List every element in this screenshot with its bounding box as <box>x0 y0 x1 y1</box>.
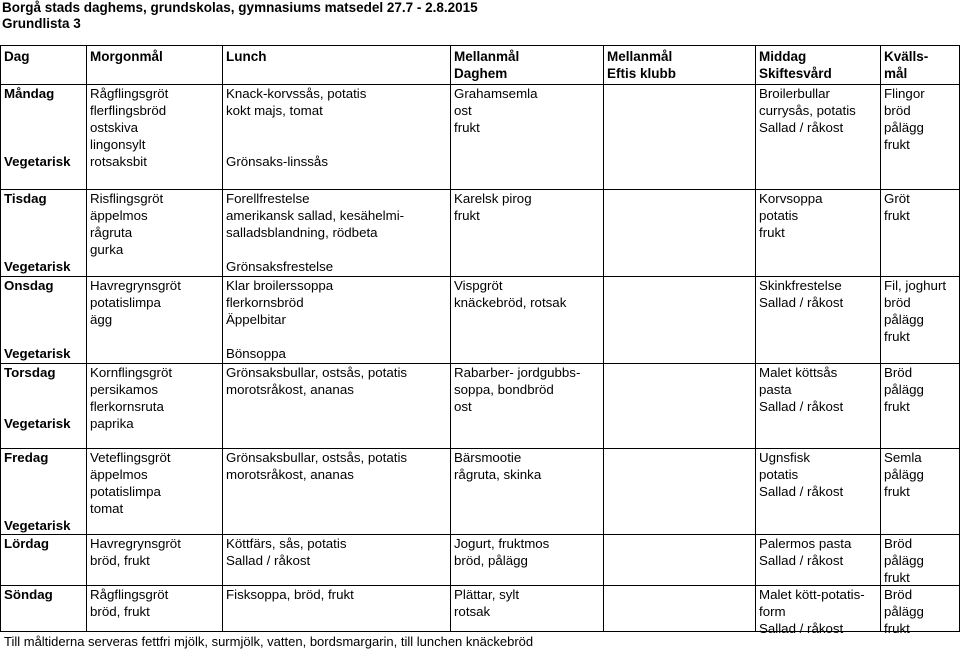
cell-evening <box>884 190 910 224</box>
cell-line: bröd, frukt <box>90 553 150 568</box>
cell-lunch <box>226 586 354 603</box>
cell-line: flerkornsruta <box>90 399 164 414</box>
cell-line: äppelmos <box>90 208 148 223</box>
cell-line: potatislimpa <box>90 295 161 310</box>
cell-line: Fil, joghurt <box>884 278 947 293</box>
cell-line: frukt <box>884 484 910 499</box>
cell-snack-daghem <box>454 535 549 569</box>
cell-line: Grönsaksbullar, ostsås, potatis <box>226 365 408 380</box>
day-label: Tisdag <box>4 191 47 206</box>
cell-line: Sallad / råkost <box>759 399 844 414</box>
cell-line: bröd <box>884 103 911 118</box>
cell-lunch <box>226 449 407 483</box>
cell-line: Skinkfrestelse <box>759 278 842 293</box>
cell-dinner <box>759 449 843 500</box>
col-divider <box>603 45 604 632</box>
cell-line: Äppelbitar <box>226 312 286 327</box>
cell-line: ostskiva <box>90 120 139 135</box>
cell-line: frukt <box>454 208 480 223</box>
vegetarian-label: Vegetarisk <box>4 416 71 431</box>
vegetarian-label: Vegetarisk <box>4 154 71 169</box>
cell-line: Plättar, sylt <box>454 587 520 602</box>
cell-line: pålägg <box>884 467 924 482</box>
cell-line: amerikansk sallad, kesähelmi- <box>226 208 405 223</box>
cell-line: äppelmos <box>90 467 148 482</box>
cell-morning <box>90 586 168 620</box>
cell-morning <box>90 449 171 517</box>
cell-line: pålägg <box>884 120 924 135</box>
cell-line: Bröd <box>884 536 913 551</box>
footer-note: Till måltiderna serveras fettfri mjölk, surmjölk, vatten, bordsmargarin, till lunchen knäckebröd <box>4 634 534 649</box>
day-label: Måndag <box>4 86 55 101</box>
cell-evening <box>884 364 924 415</box>
cell-line: Sallad / råkost <box>226 553 311 568</box>
cell-line: ost <box>454 103 472 118</box>
cell-evening <box>884 277 946 345</box>
cell-line: Köttfärs, sås, potatis <box>226 536 347 551</box>
cell-evening <box>884 85 925 153</box>
header-mellanmal-daghem: Mellanmål Daghem <box>454 49 520 81</box>
cell-line: kokt majs, tomat <box>226 103 323 118</box>
cell-line: Veteflingsgröt <box>90 450 171 465</box>
cell-line: Rabarber- jordgubbs- <box>454 365 581 380</box>
cell-line: Forellfrestelse <box>226 191 310 206</box>
cell-snack-daghem <box>454 277 566 311</box>
cell-line: Flingor <box>884 86 925 101</box>
cell-line: ost <box>454 399 472 414</box>
cell-line: Broilerbullar <box>759 86 830 101</box>
col-divider <box>86 45 87 632</box>
cell-line: Havregrynsgröt <box>90 278 181 293</box>
cell-lunch <box>226 85 366 119</box>
cell-line: frukt <box>884 621 910 636</box>
cell-line: pålägg <box>884 312 924 327</box>
header-lunch: Lunch <box>226 49 267 64</box>
page-title: Borgå stads daghems, grundskolas, gymnasiums matsedel 27.7 - 2.8.2015 <box>2 0 478 15</box>
cell-line: flerkornsbröd <box>226 295 304 310</box>
cell-line: lingonsylt <box>90 137 146 152</box>
cell-lunch <box>226 535 346 569</box>
cell-line: frukt <box>884 208 910 223</box>
cell-line: Sallad / råkost <box>759 621 844 636</box>
cell-snack-daghem <box>454 586 519 620</box>
cell-line: morotsråkost, ananas <box>226 467 354 482</box>
cell-snack-daghem <box>454 190 532 224</box>
cell-lunch <box>226 364 407 398</box>
cell-line: rotsaksbit <box>90 154 147 169</box>
cell-line: Klar broilerssoppa <box>226 278 334 293</box>
cell-line: frukt <box>759 225 785 240</box>
day-label: Lördag <box>4 536 50 551</box>
cell-line: Kornflingsgröt <box>90 365 173 380</box>
cell-line: Bröd <box>884 587 913 602</box>
cell-line: bröd, frukt <box>90 604 150 619</box>
cell-dinner <box>759 364 843 415</box>
day-label: Torsdag <box>4 365 56 380</box>
col-divider <box>222 45 223 632</box>
cell-line: rågruta <box>90 225 133 240</box>
cell-line: Palermos pasta <box>759 536 852 551</box>
cell-lunch <box>226 277 333 328</box>
cell-line: Bröd <box>884 365 913 380</box>
cell-morning <box>90 190 163 258</box>
cell-morning <box>90 277 181 328</box>
cell-line: Fisksoppa, bröd, frukt <box>226 587 354 602</box>
cell-line: rågruta, skinka <box>454 467 542 482</box>
cell-line: knäckebröd, rotsak <box>454 295 567 310</box>
cell-morning <box>90 364 172 432</box>
page-subtitle: Grundlista 3 <box>2 16 81 31</box>
cell-line: Vispgröt <box>454 278 503 293</box>
cell-evening <box>884 535 924 586</box>
col-divider <box>880 45 881 632</box>
cell-line: Grahamsemla <box>454 86 538 101</box>
cell-line: soppa, bondbröd <box>454 382 554 397</box>
col-divider <box>755 45 756 632</box>
cell-lunch-vegetarian: Grönsaks-linssås <box>226 154 328 169</box>
vegetarian-label: Vegetarisk <box>4 518 71 533</box>
col-divider <box>0 45 1 632</box>
header-middag: Middag Skiftesvård <box>759 49 832 81</box>
cell-line: pålägg <box>884 553 924 568</box>
cell-line: Grönsaksbullar, ostsås, potatis <box>226 450 408 465</box>
cell-line: Bärsmootie <box>454 450 522 465</box>
cell-line: pålägg <box>884 382 924 397</box>
cell-dinner <box>759 190 823 241</box>
cell-snack-daghem <box>454 449 541 483</box>
cell-line: flerflingsbröd <box>90 103 167 118</box>
cell-line: potatis <box>759 208 799 223</box>
cell-line: form <box>759 604 786 619</box>
cell-line: Ugnsfisk <box>759 450 810 465</box>
cell-line: Sallad / råkost <box>759 120 844 135</box>
header-morgonmal: Morgonmål <box>90 49 163 64</box>
cell-line: currysås, potatis <box>759 103 856 118</box>
cell-line: Gröt <box>884 191 910 206</box>
day-label: Onsdag <box>4 278 54 293</box>
table-border-top <box>0 45 960 46</box>
cell-lunch <box>226 190 404 241</box>
cell-line: ägg <box>90 312 113 327</box>
cell-line: potatislimpa <box>90 484 161 499</box>
cell-morning <box>90 535 181 569</box>
cell-dinner <box>759 535 851 569</box>
day-label: Fredag <box>4 450 49 465</box>
day-label: Söndag <box>4 587 53 602</box>
cell-line: paprika <box>90 416 134 431</box>
menu-table <box>0 45 960 636</box>
cell-line: bröd, pålägg <box>454 553 528 568</box>
cell-line: Sallad / råkost <box>759 553 844 568</box>
cell-line: tomat <box>90 501 124 516</box>
vegetarian-label: Vegetarisk <box>4 259 71 274</box>
cell-line: frukt <box>884 137 910 152</box>
cell-line: Semla <box>884 450 922 465</box>
header-kvallsmal: Kvälls- mål <box>884 49 929 81</box>
cell-line: morotsråkost, ananas <box>226 382 354 397</box>
cell-line: Risflingsgröt <box>90 191 164 206</box>
cell-lunch-vegetarian: Grönsaksfrestelse <box>226 259 334 274</box>
col-divider <box>450 45 451 632</box>
cell-line: Rågflingsgröt <box>90 86 169 101</box>
cell-dinner <box>759 586 865 637</box>
cell-lunch-vegetarian: Bönsoppa <box>226 346 286 361</box>
cell-line: frukt <box>884 570 910 585</box>
cell-line: Havregrynsgröt <box>90 536 181 551</box>
vegetarian-label: Vegetarisk <box>4 346 71 361</box>
cell-snack-daghem <box>454 364 580 415</box>
cell-line: bröd <box>884 295 911 310</box>
cell-evening <box>884 449 924 500</box>
cell-line: Rågflingsgröt <box>90 587 169 602</box>
cell-line: Sallad / råkost <box>759 295 844 310</box>
cell-evening <box>884 586 924 637</box>
cell-line: Sallad / råkost <box>759 484 844 499</box>
cell-snack-daghem <box>454 85 538 136</box>
cell-line: frukt <box>884 329 910 344</box>
cell-line: Jogurt, fruktmos <box>454 536 550 551</box>
cell-line: gurka <box>90 242 124 257</box>
cell-line: potatis <box>759 467 799 482</box>
cell-line: Knack-korvssås, potatis <box>226 86 367 101</box>
cell-line: Karelsk pirog <box>454 191 532 206</box>
cell-line: Korvsoppa <box>759 191 823 206</box>
cell-line: Malet kött-potatis- <box>759 587 865 602</box>
cell-dinner <box>759 277 843 311</box>
cell-line: frukt <box>884 399 910 414</box>
cell-line: rotsak <box>454 604 491 619</box>
cell-morning <box>90 85 168 170</box>
cell-line: pasta <box>759 382 792 397</box>
cell-line: persikamos <box>90 382 158 397</box>
cell-line: Malet köttsås <box>759 365 838 380</box>
cell-dinner <box>759 85 856 136</box>
cell-line: pålägg <box>884 604 924 619</box>
header-dag: Dag <box>4 49 30 64</box>
cell-line: salladsblandning, rödbeta <box>226 225 378 240</box>
header-mellanmal-eftis: Mellanmål Eftis klubb <box>607 49 677 81</box>
cell-line: frukt <box>454 120 480 135</box>
